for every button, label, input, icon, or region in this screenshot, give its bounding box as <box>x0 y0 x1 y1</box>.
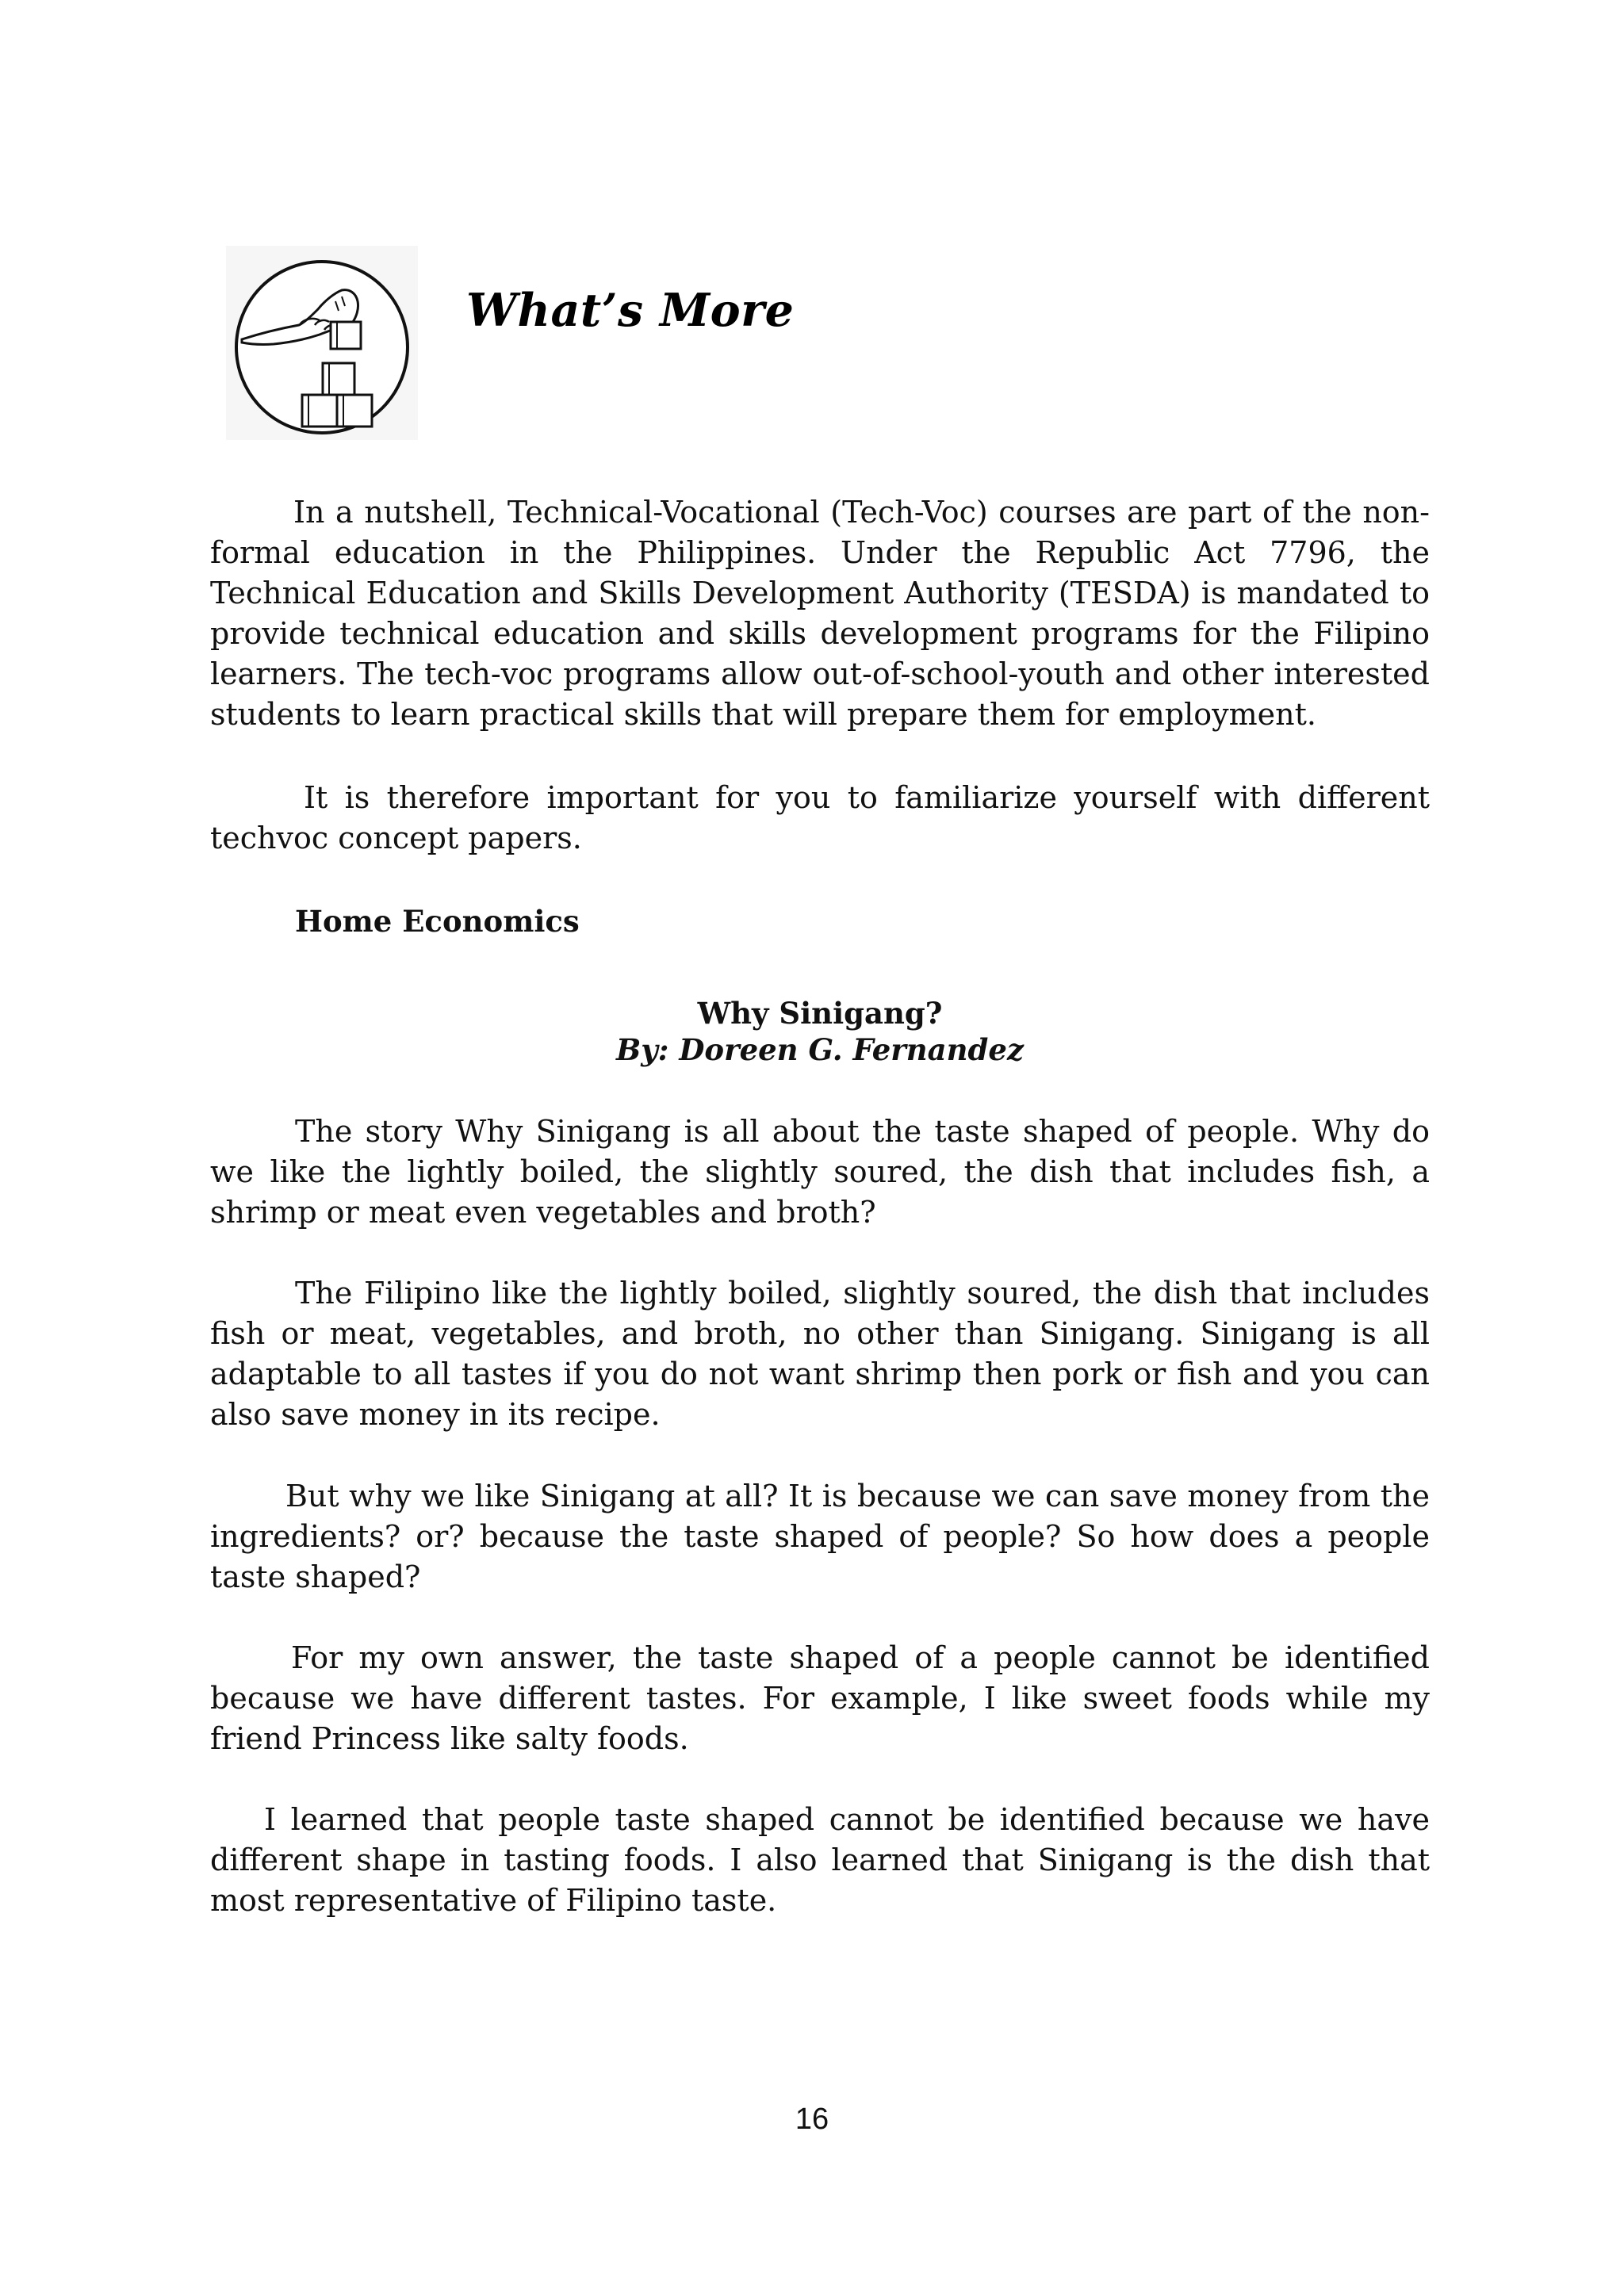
story-paragraph-block-1 <box>210 1112 1430 1233</box>
intro-text <box>210 492 1430 735</box>
hand-stacking-blocks-icon <box>226 246 418 440</box>
story-paragraph-block-4 <box>210 1638 1430 1759</box>
story-paragraph-block-3 <box>210 1476 1430 1598</box>
page-number: 16 <box>795 2103 829 2136</box>
story-paragraph-block-2 <box>210 1273 1430 1435</box>
story-paragraph: For my own answer, the taste shaped of a people cannot be identified because we have different tastes. For example, I like sweet foods while my friend Princess like salty foods. <box>210 1640 1430 1756</box>
story-paragraph-block-5 <box>210 1800 1430 1921</box>
story-paragraph: The story Why Sinigang is all about the taste shaped of people. Why do we like the lightly boiled, the slightly soured, the dish that includes fish, a shrimp or meat even vegetables and broth? <box>210 1114 1430 1230</box>
section-title: What’s More <box>466 284 795 337</box>
story-title: Why Sinigang? <box>697 996 943 1031</box>
story-paragraph: But why we like Sinigang at all? It is because we can save money from the ingredients? or? because the taste shaped of people? So how does a people taste shaped? <box>210 1479 1430 1594</box>
story-paragraph: The Filipino like the lightly boiled, slightly soured, the dish that includes fish or meat, vegetables, and broth, no other than Sinigang. Sinigang is all adaptable to all tastes if you do not want shrimp then pork or fish and you can also save money in its recipe. <box>210 1276 1430 1432</box>
story-author: By: Doreen G. Fernandez <box>616 1032 1024 1067</box>
paragraph-importance: It is therefore important for you to familiarize yourself with different techvoc concept papers. <box>210 780 1430 855</box>
story-paragraph: I learned that people taste shaped cannot be identified because we have different shape in tasting foods. I also learned that Sinigang is the dish that most representative of Filipino taste. <box>210 1802 1430 1918</box>
subheading-home-economics: Home Economics <box>295 904 580 939</box>
paragraph-intro: In a nutshell, Technical-Vocational (Tech-Voc) courses are part of the non-formal education in the Philippines. Under the Republic Act 7796, the Technical Education and Skills Development Authority (TESDA) is mandated to provide technical education and skills development programs for the Filipino learners. The tech-voc programs allow out-of-school-youth and other interested students to learn practical skills that will prepare them for employment. <box>210 495 1430 732</box>
intro-text-2 <box>210 778 1430 859</box>
